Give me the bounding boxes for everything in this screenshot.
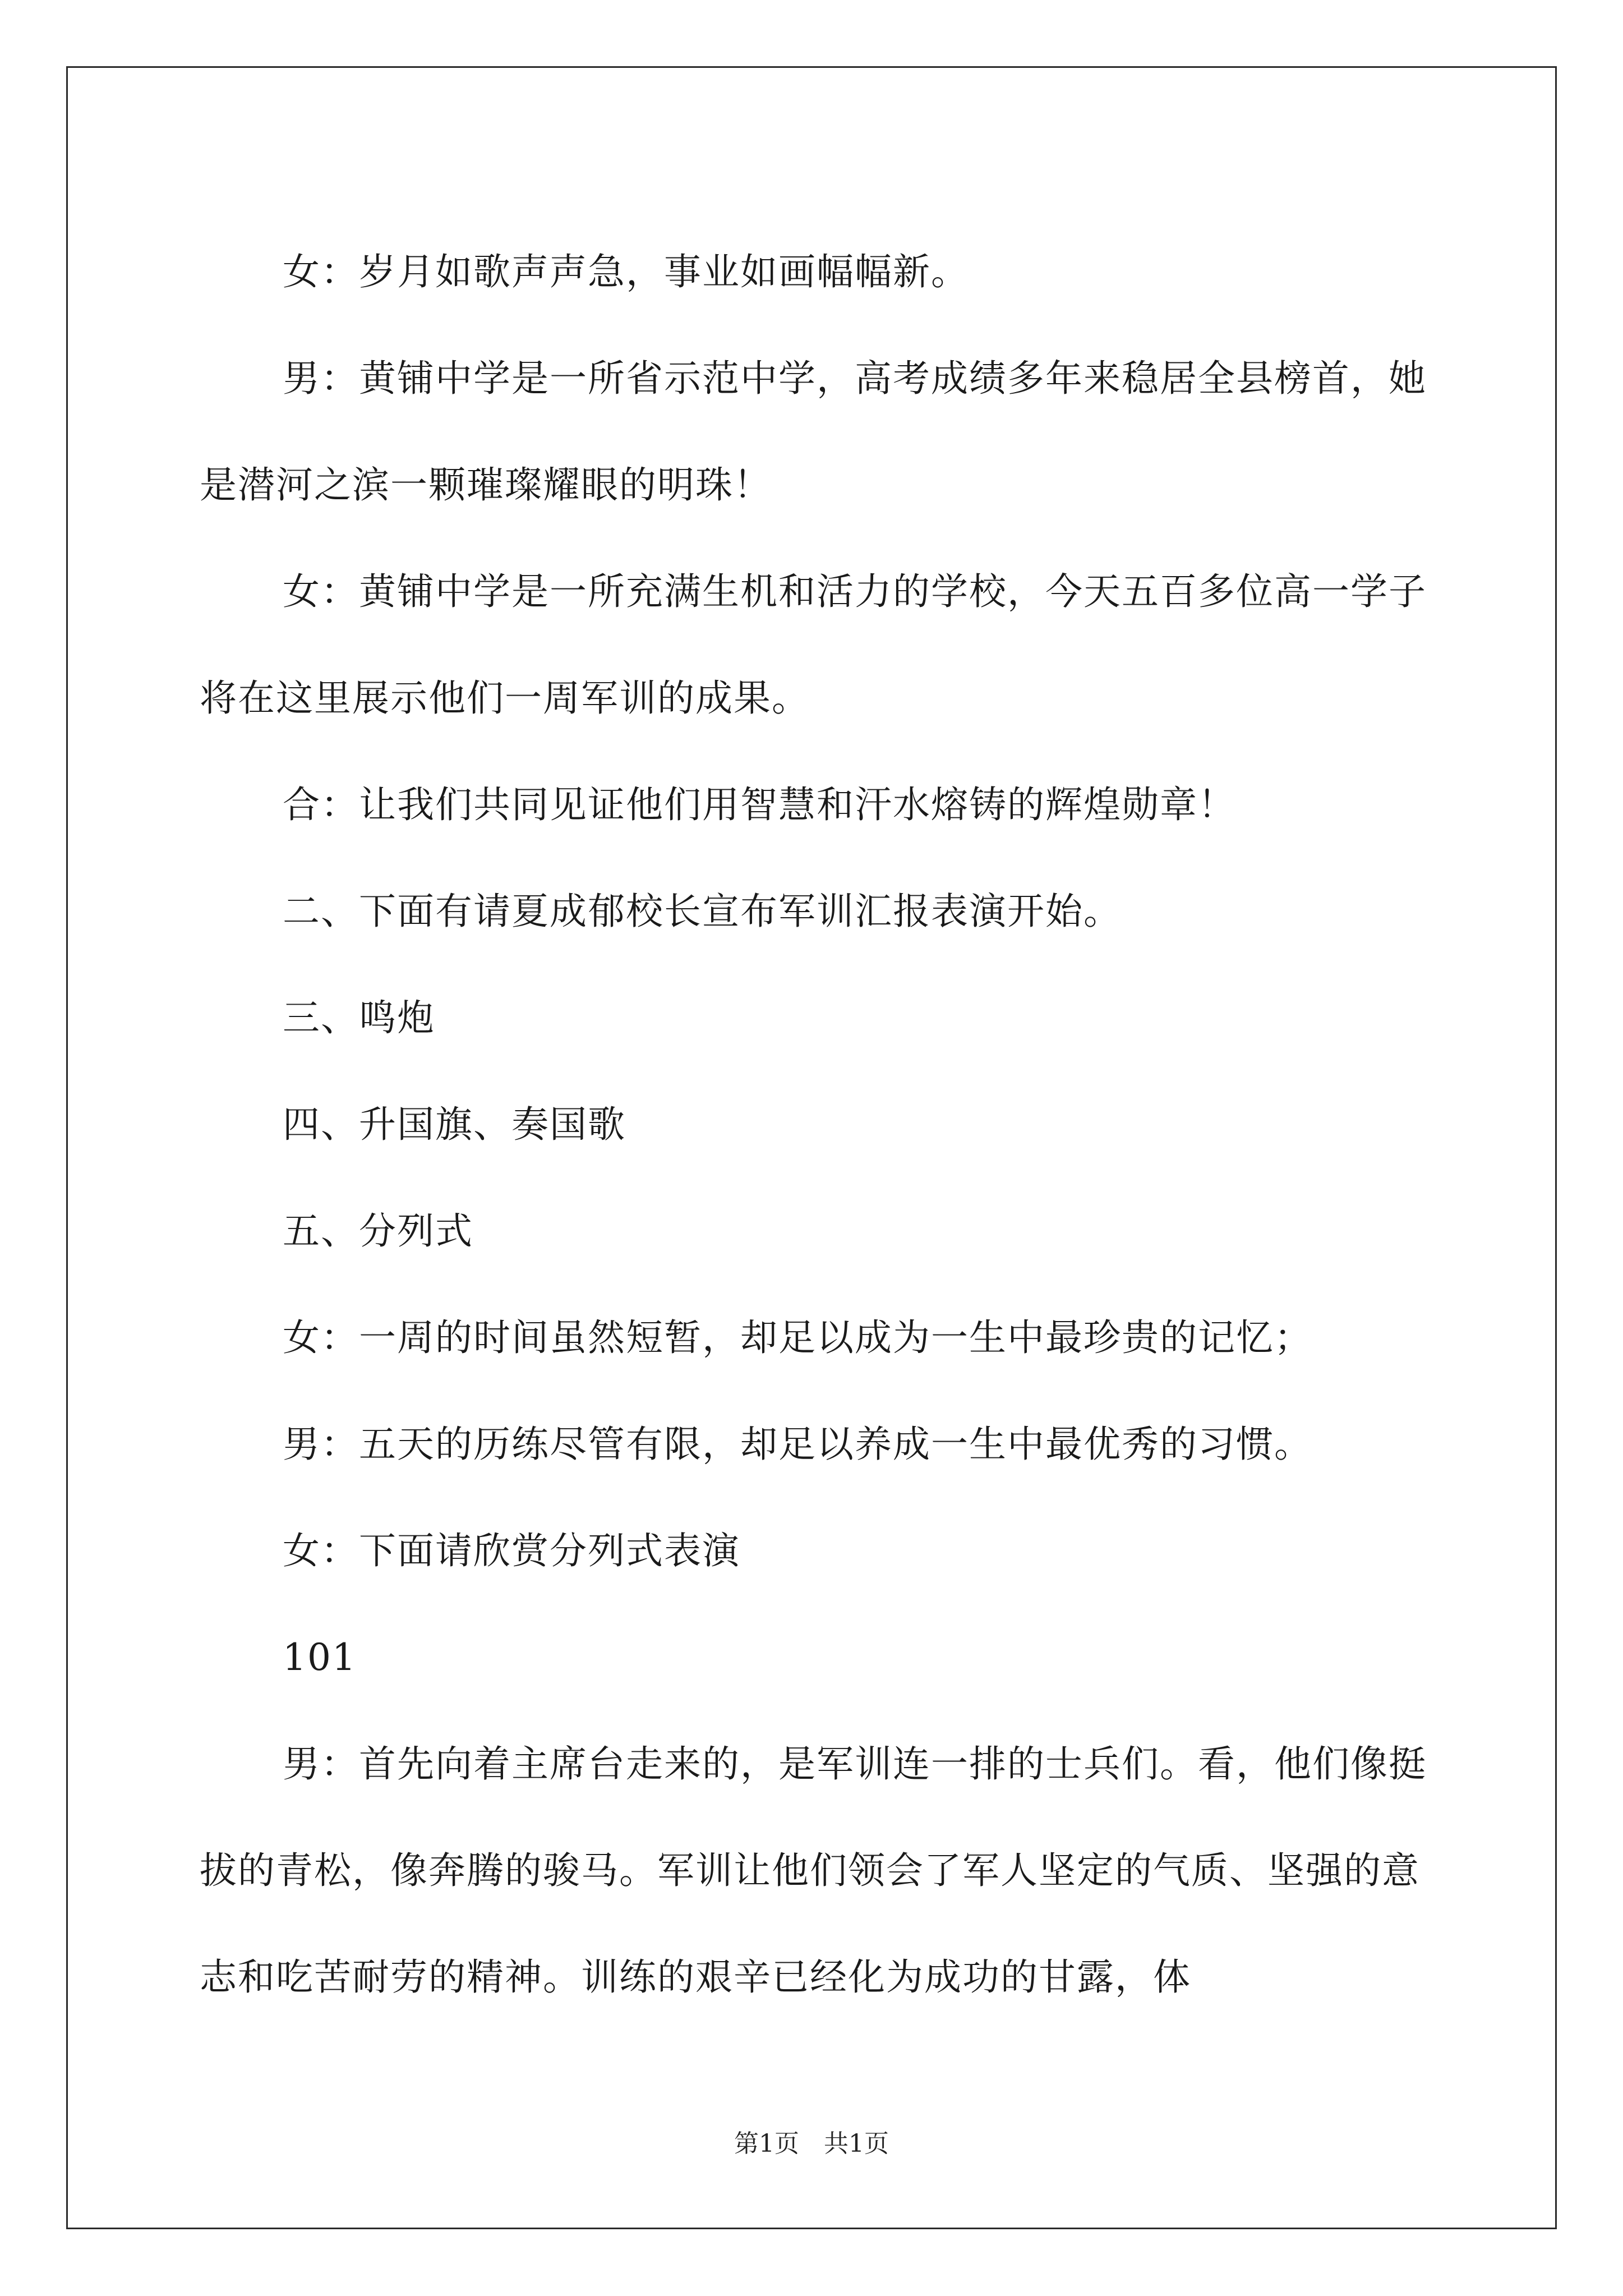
paragraph: 合：让我们共同见证他们用智慧和汗水熔铸的辉煌勋章！ xyxy=(283,783,1236,826)
paragraph: 女：黄铺中学是一所充满生机和活力的学校，今天五百多位高一学子将在这里展示他们一周军训的成果。 xyxy=(200,570,1427,720)
paragraph: 二、下面有请夏成郁校长宣布军训汇报表演开始。 xyxy=(283,890,1122,933)
paragraph: 三、鸣炮 xyxy=(283,996,435,1039)
paragraph: 男：五天的历练尽管有限，却足以养成一生中最优秀的习惯。 xyxy=(283,1423,1312,1466)
paragraph: 男：黄铺中学是一所省示范中学，高考成绩多年来稳居全县榜首，她是潜河之滨一颗璀璨耀眼的明珠！ xyxy=(200,357,1427,507)
paragraph: 101 xyxy=(283,1636,357,1679)
document-body xyxy=(200,219,1428,2031)
paragraph: 四、升国旗、奏国歌 xyxy=(283,1103,626,1146)
paragraph: 女：岁月如歌声声急，事业如画幅幅新。 xyxy=(283,250,969,293)
paragraph: 五、分列式 xyxy=(283,1209,473,1253)
paragraph: 男：首先向着主席台走来的，是军训连一排的士兵们。看，他们像挺拔的青松，像奔腾的骏马。军训让他们领会了军人坚定的气质、坚强的意志和吃苦耐劳的精神。训练的艰辛已经化为成功的甘露，体 xyxy=(200,1742,1427,1999)
paragraph: 女：一周的时间虽然短暂，却足以成为一生中最珍贵的记忆； xyxy=(283,1316,1312,1359)
page-footer: 第1页 共1页 xyxy=(734,2129,889,2158)
paragraph: 女：下面请欣赏分列式表演 xyxy=(283,1529,740,1572)
